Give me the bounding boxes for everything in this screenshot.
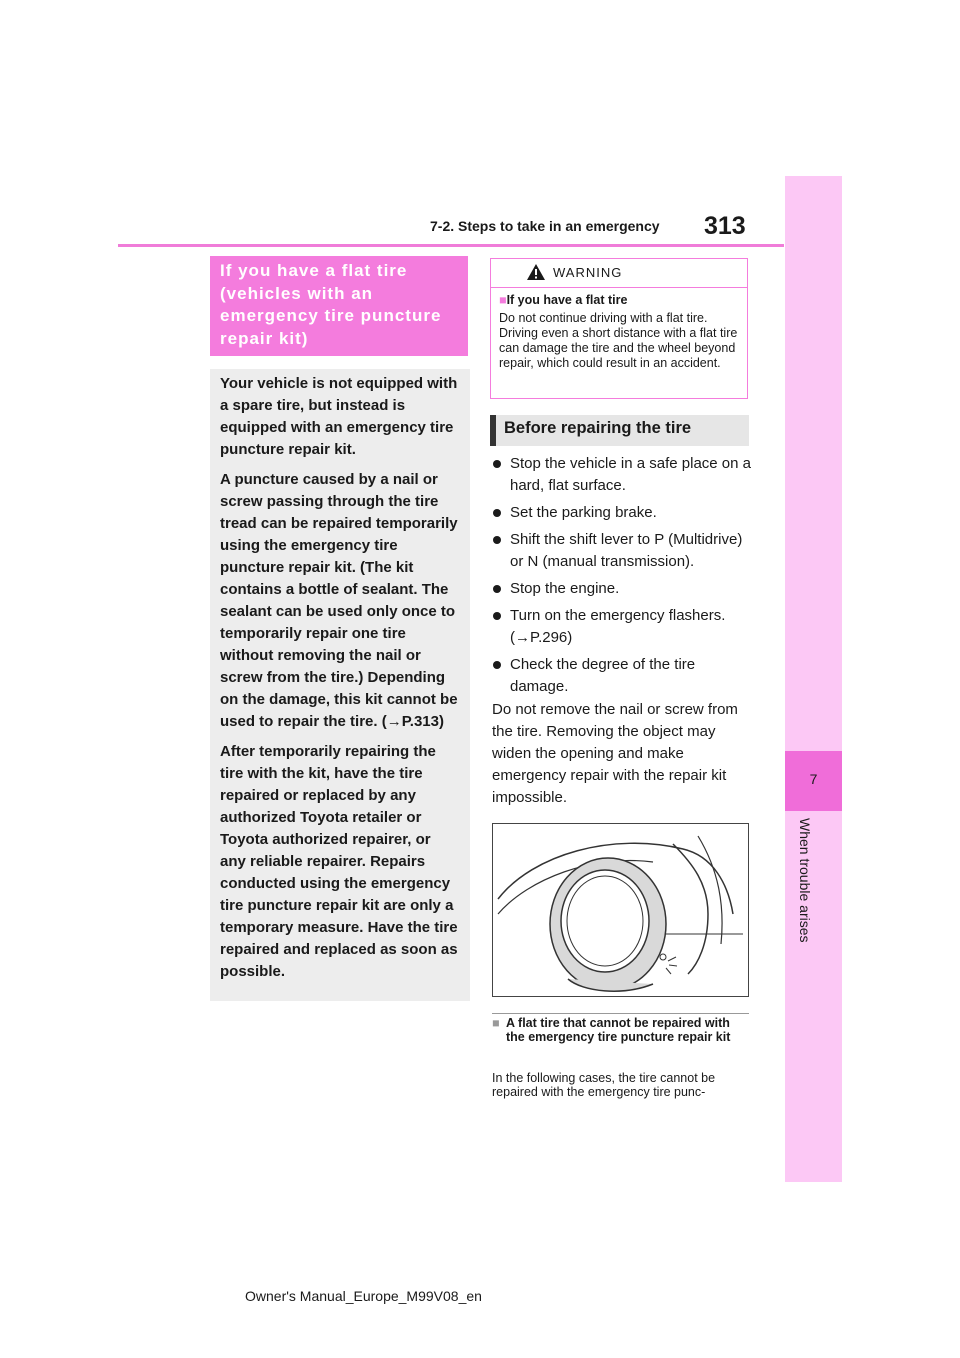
warning-text: Do not continue driving with a flat tire. Driving even a short distance with a flat tire can damage the tire and the wheel beyond repair, which could result in an accident. <box>499 311 738 370</box>
page-number: 313 <box>704 212 746 240</box>
chapter-side-tab <box>785 176 842 1182</box>
list-item: Stop the vehicle in a safe place on a hard, flat surface. <box>490 453 752 497</box>
list-item: Set the parking brake. <box>490 502 752 524</box>
bullet-dot-icon <box>493 536 501 544</box>
nail-removal-paragraph: Do not remove the nail or screw from the tire. Removing the object may widen the opening and make emergency repair with the repair kit impossible. <box>492 701 738 806</box>
note-text: In the following cases, the tire cannot be repaired with the emergency tire punc- <box>492 1071 716 1099</box>
list-item: Check the degree of the tire damage. <box>490 654 752 698</box>
list-item: Shift the shift lever to P (Multidrive) or N (manual transmission). <box>490 529 752 573</box>
chapter-label: When trouble arises <box>797 818 813 943</box>
footer-text: Owner's Manual_Europe_M99V08_en <box>245 1288 482 1304</box>
warning-subheading: ■If you have a flat tire <box>499 293 628 307</box>
warning-header <box>491 259 747 288</box>
intro-paragraph-1: Your vehicle is not equipped with a spare tire, but instead is equipped with an emergency tire puncture repair kit. <box>220 375 458 458</box>
note-title: ■ A flat tire that cannot be repaired with the emergency tire puncture repair kit <box>492 1016 731 1044</box>
warning-body <box>491 288 747 376</box>
intro-paragraph-2: A puncture caused by a nail or screw passing through the tire tread can be repaired temporarily using the emergency tire puncture repair kit. (The kit contains a bottle of sealant. The sealant can be used only once to temporarily repair one tire without removing the nail or screw from the tire.) Depending on the damage, this kit cannot be used to repair the tire. (→P.313) <box>220 471 458 730</box>
bullet-dot-icon <box>493 585 501 593</box>
warning-box <box>490 258 748 399</box>
list-item: Turn on the emergency flashers. (→P.296) <box>490 605 752 649</box>
bullet-dot-icon <box>493 612 501 620</box>
intro-box <box>210 369 470 1001</box>
tire-with-nail-icon <box>493 824 748 996</box>
flat-tire-heading: If you have a flat tire (vehicles with an emergency tire puncture repair kit) <box>210 256 468 356</box>
flat-tire-illustration <box>492 823 749 997</box>
section-title: 7-2. Steps to take in an emergency <box>430 218 660 234</box>
bullet-dot-icon <box>493 460 501 468</box>
bullet-dot-icon <box>493 509 501 517</box>
before-repairing-heading: Before repairing the tire <box>490 415 749 446</box>
checklist <box>490 453 752 703</box>
warning-triangle-icon <box>526 263 546 284</box>
square-bullet-icon: ■ <box>499 293 507 307</box>
intro-paragraph-3: After temporarily repairing the tire with the kit, have the tire repaired or replaced by any authorized Toyota retailer or Toyota authorized repairer, or any reliable repairer. Repairs conducted using the emergency tire puncture repair kit are only a temporary measure. Have the tire repaired and replaced as soon as possible. <box>220 743 458 980</box>
chapter-number: 7 <box>809 771 818 787</box>
bullet-dot-icon <box>493 661 501 669</box>
square-bullet-icon: ■ <box>492 1016 500 1030</box>
list-item: Stop the engine. <box>490 578 752 600</box>
warning-label: WARNING <box>553 265 623 280</box>
illustration-rule <box>492 1013 749 1014</box>
header-rule <box>118 244 784 247</box>
